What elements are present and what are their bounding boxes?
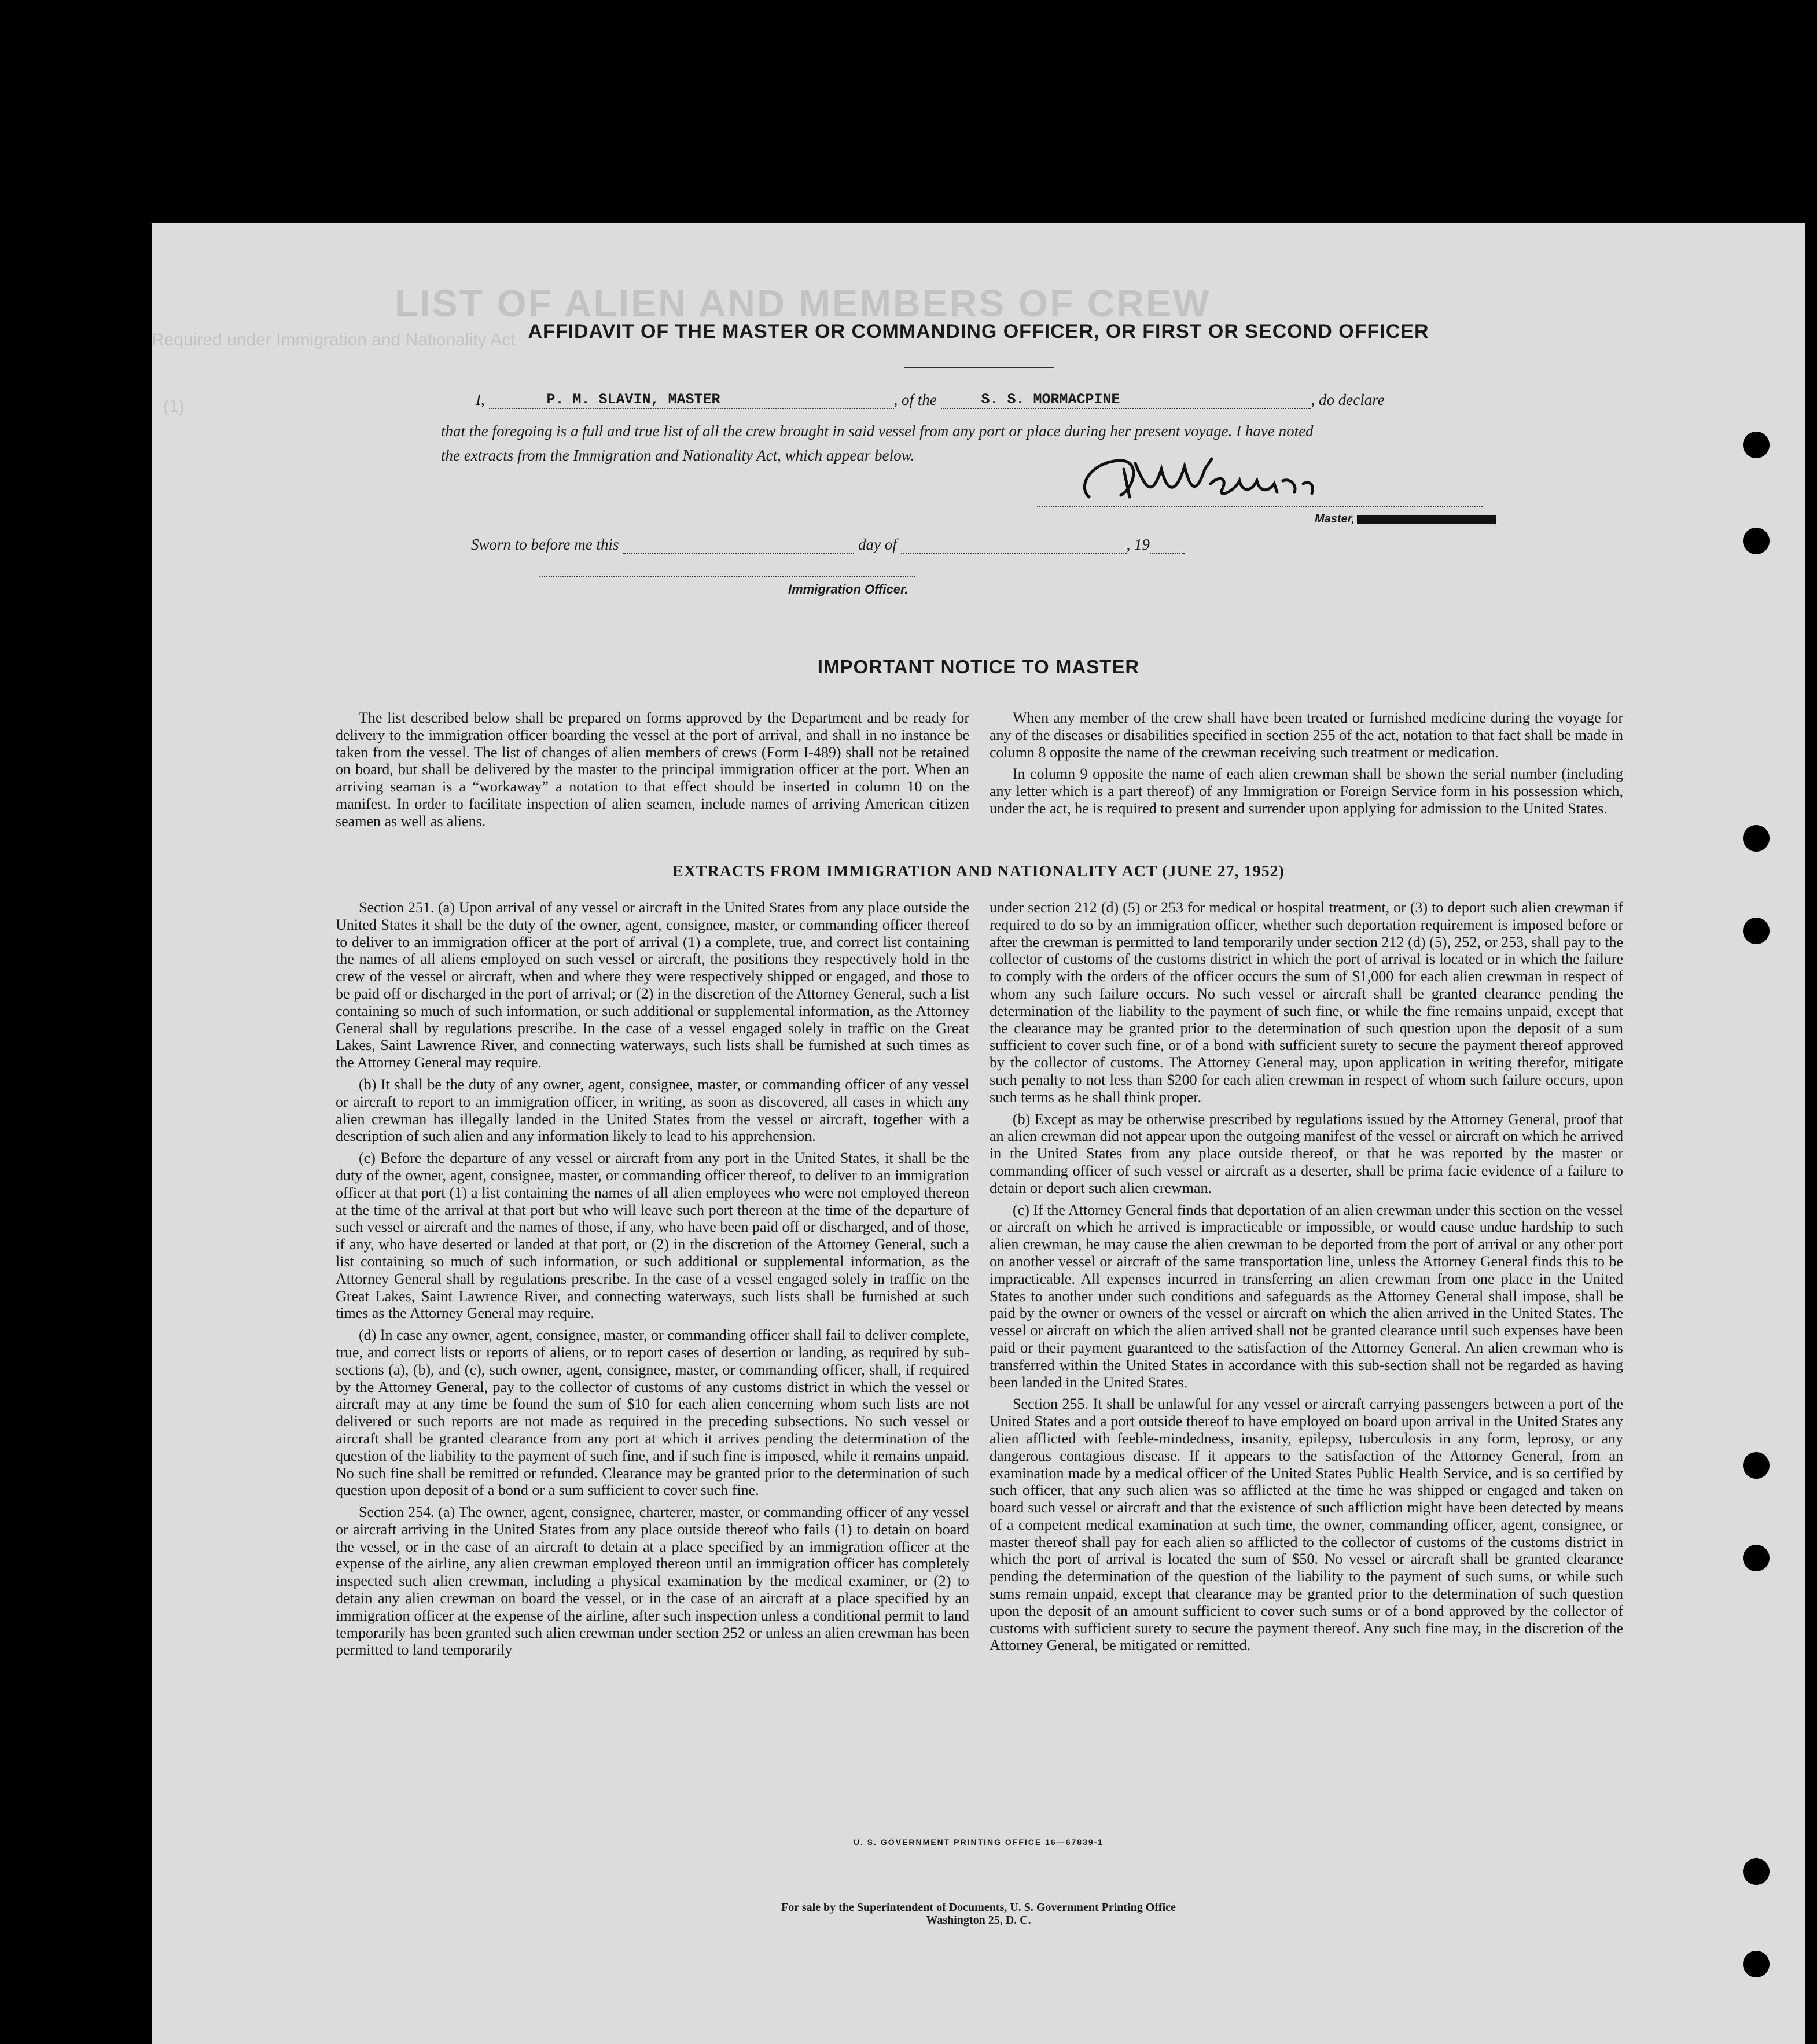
statute-paragraph: under section 212 (d) (5) or 253 for medical or hospital treatment, or (3) to deport such alien crewman if required to do so by an immigration officer, whether such deportation requirement is imposed before or after the crewman is permitted to land temporarily under section 212 (d) (5), 252, or 253, shall pay to the collector of customs of the customs district in which the port of arrival is located or in which the failure to comply with the orders of the officer occurs the sum of $1,000 for each alien crewman in respect of whom any such failure occurs. No such vessel or aircraft shall be granted clearance pending the determination of the liability to the payment of such fine, or while the fine remains unpaid, except that the clearance may be granted prior to the determination of such question upon the deposit of a sum sufficient to cover such fine, or of a bond with sufficient surety to secure the payment thereof approved by the collector of customs. The Attorney General may, upon application in writing therefor, mitigate such penalty to not less than $200 for each alien crewman in respect of whom such failure occurs, upon such terms as he shall think proper. (990, 899, 1623, 1106)
notice-paragraph: In column 9 opposite the name of each alien crewman shall be shown the serial number (including any letter which is a part thereof) of any Immigration or Foreign Service form in his possession which, under the act, he is required to present and surrender upon applying for admission to the United States. (990, 765, 1623, 817)
printing-office-imprint: U. S. GOVERNMENT PRINTING OFFICE 16—67839-1 (853, 1837, 1104, 1847)
statute-paragraph: (b) It shall be the duty of any owner, agent, consignee, master, or commanding officer of any vessel or aircraft to report to an immigration officer, in writing, as soon as discovered, all cases in which any alien crewman has illegally landed in the United States from the vessel or aircraft, together with a description of such alien and any information likely to lead to his apprehension. (336, 1076, 969, 1145)
sale-line-2: Washington 25, D. C. (926, 1914, 1031, 1927)
immigration-officer-label: Immigration Officer. (788, 582, 909, 596)
notice-title: IMPORTANT NOTICE TO MASTER (817, 656, 1140, 677)
punch-hole (1743, 432, 1770, 458)
sworn-month-field (901, 539, 1127, 554)
sworn-day-field (623, 539, 854, 554)
statute-paragraph: Section 255. It shall be unlawful for any vessel or aircraft carrying passengers between a port of the United States and a port outside thereof to have employed on board upon arrival in the United States any alien afflicted with feeble-mindedness, insanity, epilepsy, tuberculosis in any form, leprosy, or any dangerous contagious disease. If it appears to the satisfaction of the Attorney General, from an examination made by a medical officer of the United States Public Health Service, and is so certified by such officer, that any such alien was so afflicted at the time he was shipped or engaged and taken on board such vessel or aircraft and that the existence of such affliction might have been detected by means of a competent medical examination at such time, the owner, commanding officer, agent, consignee, or master thereof shall pay for each alien so afflicted to the collector of customs of the customs district in which the port of arrival is located the sum of $50. No vessel or aircraft shall be granted clearance pending the determination of the question of the liability to the payment of such sums, or while such sums remain unpaid, except that clearance may be granted prior to the determination of such question upon the deposit of an amount sufficient to cover such sums or of a bond approved by the collector of customs with sufficient surety to secure the payment thereof. Any such fine may, in the discretion of the Attorney General, be mitigated or remitted. (990, 1395, 1623, 1654)
of-the-label: , of the (893, 391, 937, 408)
sale-notice (152, 1901, 1805, 1927)
extracts-title: EXTRACTS FROM IMMIGRATION AND NATIONALITY ACT (JUNE 27, 1952) (672, 863, 1285, 881)
statute-paragraph: (b) Except as may be otherwise prescribed by regulations issued by the Attorney General, proof that an alien crewman did not appear upon the outgoing manifest of the vessel or aircraft on which he arrived in the United States from any place outside thereof, or that he was reported by the master or commanding officer of such vessel or aircraft as a deserter, shall be prima facie evidence of a failure to detain or deport such alien crewman. (990, 1110, 1623, 1196)
redaction-mark (1357, 515, 1496, 524)
punch-hole (1743, 1545, 1770, 1571)
notice-right-column (990, 709, 1623, 822)
sworn-year-field (1150, 539, 1185, 554)
notice-paragraph: When any member of the crew shall have been treated or furnished medicine during the voyage for any of the diseases or disabilities specified in section 255 of the act, notation to that fact shall be made in column 8 opposite the name of the crewman receiving such treatment or medication. (990, 709, 1623, 761)
sworn-label: Sworn to before me this (471, 536, 619, 553)
punch-hole (1743, 918, 1770, 944)
day-of-label: day of (858, 536, 897, 553)
punch-hole (1743, 1951, 1770, 1977)
notice-left-column (336, 709, 969, 835)
bleed-through-title: LIST OF ALIEN AND MEMBERS OF CREW (395, 282, 1211, 325)
statute-paragraph: (d) In case any owner, agent, consignee, master, or commanding officer shall fail to deliver complete, true, and correct lists or reports of aliens, or to report cases of desertion or landing, as required by sub-sections (a), (b), and (c), such owner, agent, consignee, master, or commanding officer, shall, if required by the Attorney General, pay to the collector of customs of any customs district in which the vessel or aircraft may at any time be found the sum of $10 for each alien concerning whom such lists are not delivered or such reports are not made as required in the preceding subsections. No such vessel or aircraft shall be granted clearance from any port at which it arrives pending the determination of the question of the liability to the payment of such fine, and if such fine is imposed, while it remains unpaid. No such fine shall be remitted or refunded. Clearance may be granted prior to the determination of such question upon deposit of a bond or a sum sufficient to cover such fine. (336, 1327, 969, 1499)
vessel-name-field: S. S. MORMACPINE (941, 391, 1311, 409)
declaration-prefix: I, (476, 391, 485, 408)
immigration-officer-line (539, 576, 915, 577)
extracts-left-column (336, 899, 969, 1663)
do-declare-label: , do declare (1311, 391, 1385, 408)
extracts-right-column (990, 899, 1623, 1659)
declaration-line (476, 391, 1385, 409)
declaration-text-line-2: the extracts from the Immigration and Nationality Act, which appear below. (441, 447, 915, 464)
master-name-field: P. M. SLAVIN, MASTER (489, 391, 894, 409)
statute-paragraph: Section 254. (a) The owner, agent, consignee, charterer, master, or commanding officer of any vessel or aircraft arriving in the United States from any place outside thereof who fails (1) to detain on board the vessel, or in the case of an aircraft to detain at a place specified by an immigration officer at the expense of the airline, any alien crewman employed thereon until an immigration officer has completely inspected such alien crewman, including a physical examination by the medical examiner, or (2) to detain any alien crewman on board the vessel, or in the case of an aircraft at a place specified by an immigration officer at the expense of the airline, after such inspection unless a conditional permit to land temporarily has been granted such alien crewman under section 252 or unless an alien crewman has been permitted to land temporarily (336, 1504, 969, 1659)
notice-paragraph: The list described below shall be prepared on forms approved by the Department and be ready for delivery to the immigration officer boarding the vessel at the port of arrival, and shall in no instance be taken from the vessel. The list of changes of alien members of crews (Form I-489) shall not be retained on board, but shall be delivered by the master to the principal immigration officer at the port. When an arriving seaman is a “workaway” a notation to that effect should be inserted in column 10 on the manifest. In order to facilitate inspection of alien seamen, include names of arriving American citizen seamen as well as aliens. (336, 709, 969, 830)
punch-hole (1743, 1452, 1770, 1479)
statute-paragraph: (c) If the Attorney General finds that deportation of an alien crewman under this section on the vessel or aircraft on which he arrived is impracticable or impossible, or would cause undue hardship to such alien crewman, he may cause the alien crewman to be deported from the port of arrival or any other port on another vessel or aircraft of the same transportation line, unless the Attorney General finds this to be impracticable. All expenses incurred in transferring an alien crewman from one place in the United States to another under such conditions and safeguards as the Attorney General shall impose, shall be paid by the owner or owners of the vessel or aircraft on which the alien arrived in the United States. The vessel or aircraft on which the alien arrived shall not be granted clearance until such expenses have been paid or their payment guaranteed to the satisfaction of the Attorney General. An alien crewman who is transferred within the United States in accordance with this sub-section shall not be regarded as having been landed in the United States. (990, 1201, 1623, 1391)
sworn-line (471, 536, 1185, 554)
punch-hole (1743, 1858, 1770, 1885)
master-signature (1066, 452, 1448, 504)
year-label: , 19 (1126, 536, 1150, 553)
declaration-text-line-1: that the foregoing is a full and true list of all the crew brought in said vessel from any port or place during her present voyage. I have noted (441, 422, 1314, 440)
statute-paragraph: Section 251. (a) Upon arrival of any vessel or aircraft in the United States from any place outside the United States it shall be the duty of the owner, agent, consignee, master, or commanding officer thereof to deliver to an immigration officer at the port of arrival (1) a complete, true, and correct list containing the names of all aliens employed on such vessel or aircraft, the positions they respectively hold in the crew of the vessel or aircraft, when and where they were respectively shipped or engaged, and those to be paid off or discharged in the port of arrival; or (2) in the discretion of the Attorney General, such a list containing so much of such information, or such additional or supplemental information, as the Attorney General shall by regulations prescribe. In the case of a vessel engaged solely in traffic on the Great Lakes, Saint Lawrence River, and connecting waterways, such lists shall be furnished at such times as the Attorney General may require. (336, 899, 969, 1071)
signature-line (1037, 506, 1483, 507)
sale-line-1: For sale by the Superintendent of Documents, U. S. Government Printing Office (781, 1901, 1176, 1914)
bleed-through-subtitle: Required under Immigration and Nationality Act (152, 330, 516, 349)
document-page (152, 223, 1805, 2044)
affidavit-title: AFFIDAVIT OF THE MASTER OR COMMANDING OFFICER, OR FIRST OR SECOND OFFICER (528, 321, 1429, 342)
punch-hole (1743, 528, 1770, 554)
punch-hole (1743, 825, 1770, 852)
title-rule (904, 367, 1054, 368)
master-title-label: Master, (1315, 513, 1496, 526)
bleed-through-column-number: (1) (163, 397, 185, 416)
statute-paragraph: (c) Before the departure of any vessel or aircraft from any port in the United States, it shall be the duty of the owner, agent, consignee, master, or commanding officer thereof, to deliver to an immigration officer at that port (1) a list containing the names of all alien employees who were not employed thereon at the time of the arrival at that port but who will leave such port thereon at the time of the departure of such vessel or aircraft and the names of those, if any, who have been paid off or discharged, and of those, if any, who have deserted or landed at that port, or (2) in the discretion of the Attorney General, such a list containing so much of such information, or such additional or supplemental information, as the Attorney General shall by regulations prescribe. In the case of a vessel engaged solely in traffic on the Great Lakes, Saint Lawrence River, and connecting waterways, such lists shall be furnished at such times as the Attorney General may require. (336, 1150, 969, 1322)
